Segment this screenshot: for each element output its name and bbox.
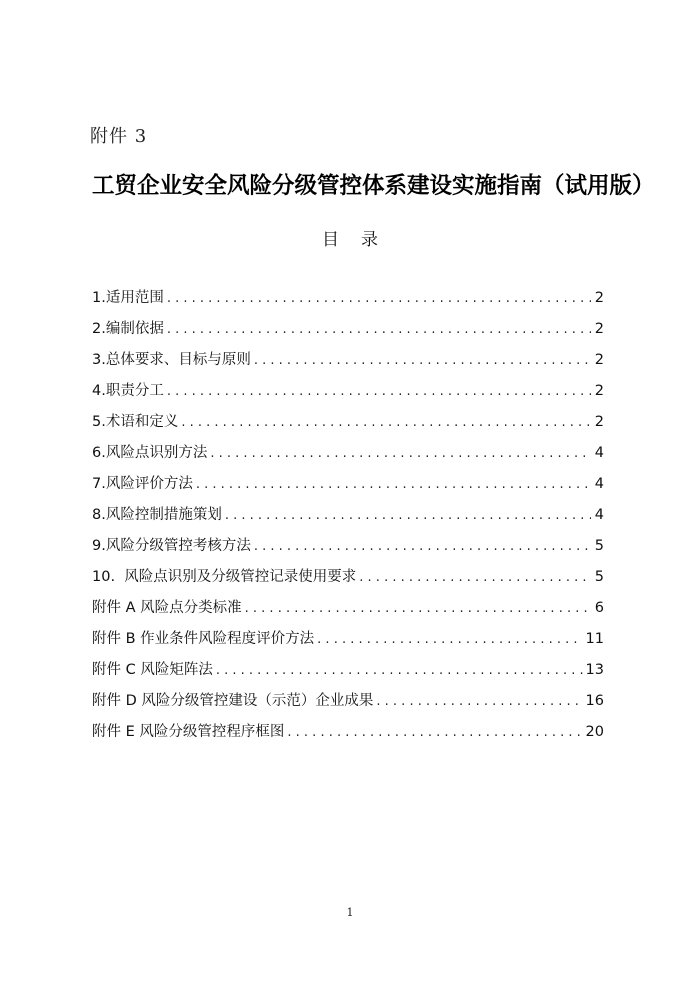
toc-leader-dots <box>167 322 591 337</box>
toc-entry-title: 附件 D 风险分级管控建设（示范）企业成果 <box>92 693 374 709</box>
toc-entry-page: 5 <box>594 538 604 554</box>
toc-entry-page: 2 <box>594 321 604 337</box>
toc-entry-title: 9.风险分级管控考核方法 <box>92 538 251 554</box>
toc-entry-page: 11 <box>585 631 604 647</box>
toc-entry-title: 2.编制依据 <box>92 321 164 337</box>
toc-entry-page: 6 <box>594 600 604 616</box>
toc-leader-dots <box>216 663 583 678</box>
toc-leader-dots <box>287 725 582 740</box>
toc-entry[interactable] <box>92 441 604 472</box>
toc-leader-dots <box>245 601 591 616</box>
toc-leader-dots <box>254 539 591 554</box>
table-of-contents <box>92 286 604 751</box>
toc-heading: 目录 <box>322 230 400 250</box>
toc-leader-dots <box>210 446 591 461</box>
toc-entry-page: 16 <box>585 693 604 709</box>
toc-entry[interactable] <box>92 596 604 627</box>
toc-entry-title: 3.总体要求、目标与原则 <box>92 352 251 368</box>
toc-entry-title: 1.适用范围 <box>92 290 164 306</box>
toc-entry-page: 4 <box>594 476 604 492</box>
toc-leader-dots <box>167 291 591 306</box>
toc-entry[interactable] <box>92 689 604 720</box>
toc-entry[interactable] <box>92 565 604 596</box>
toc-entry-title: 8.风险控制措施策划 <box>92 507 222 523</box>
toc-entry-title: 附件 B 作业条件风险程度评价方法 <box>92 631 315 647</box>
toc-leader-dots <box>254 353 591 368</box>
toc-entry-title: 附件 C 风险矩阵法 <box>92 662 213 678</box>
toc-entry-title: 4.职责分工 <box>92 383 164 399</box>
toc-entry-title: 10. 风险点识别及分级管控记录使用要求 <box>92 569 357 585</box>
toc-entry[interactable] <box>92 348 604 379</box>
document-title: 工贸企业安全风险分级管控体系建设实施指南（试用版） <box>92 173 655 199</box>
toc-entry-title: 附件 A 风险点分类标准 <box>92 600 242 616</box>
toc-entry[interactable] <box>92 286 604 317</box>
attachment-label: 附件 3 <box>90 126 148 147</box>
toc-entry-title: 6.风险点识别方法 <box>92 445 208 461</box>
toc-entry-page: 4 <box>594 445 604 461</box>
toc-leader-dots <box>167 384 591 399</box>
toc-entry[interactable] <box>92 410 604 441</box>
toc-leader-dots <box>317 632 582 647</box>
toc-leader-dots <box>225 508 591 523</box>
toc-entry-page: 4 <box>594 507 604 523</box>
toc-entry-title: 附件 E 风险分级管控程序框图 <box>92 724 285 740</box>
toc-entry-page: 2 <box>594 352 604 368</box>
toc-leader-dots <box>181 415 591 430</box>
toc-entry-title: 5.术语和定义 <box>92 414 179 430</box>
toc-entry-title: 7.风险评价方法 <box>92 476 193 492</box>
toc-leader-dots <box>359 570 591 585</box>
page-number: 1 <box>346 906 354 919</box>
toc-leader-dots <box>376 694 582 709</box>
toc-entry-page: 2 <box>594 383 604 399</box>
toc-entry[interactable] <box>92 503 604 534</box>
toc-entry[interactable] <box>92 627 604 658</box>
toc-entry[interactable] <box>92 658 604 689</box>
toc-entry[interactable] <box>92 720 604 751</box>
toc-entry[interactable] <box>92 534 604 565</box>
toc-entry-page: 2 <box>594 290 604 306</box>
toc-entry-page: 5 <box>594 569 604 585</box>
toc-entry[interactable] <box>92 379 604 410</box>
toc-entry[interactable] <box>92 472 604 503</box>
toc-entry-page: 13 <box>585 662 604 678</box>
toc-entry[interactable] <box>92 317 604 348</box>
toc-leader-dots <box>196 477 591 492</box>
toc-entry-page: 20 <box>585 724 604 740</box>
toc-entry-page: 2 <box>594 414 604 430</box>
